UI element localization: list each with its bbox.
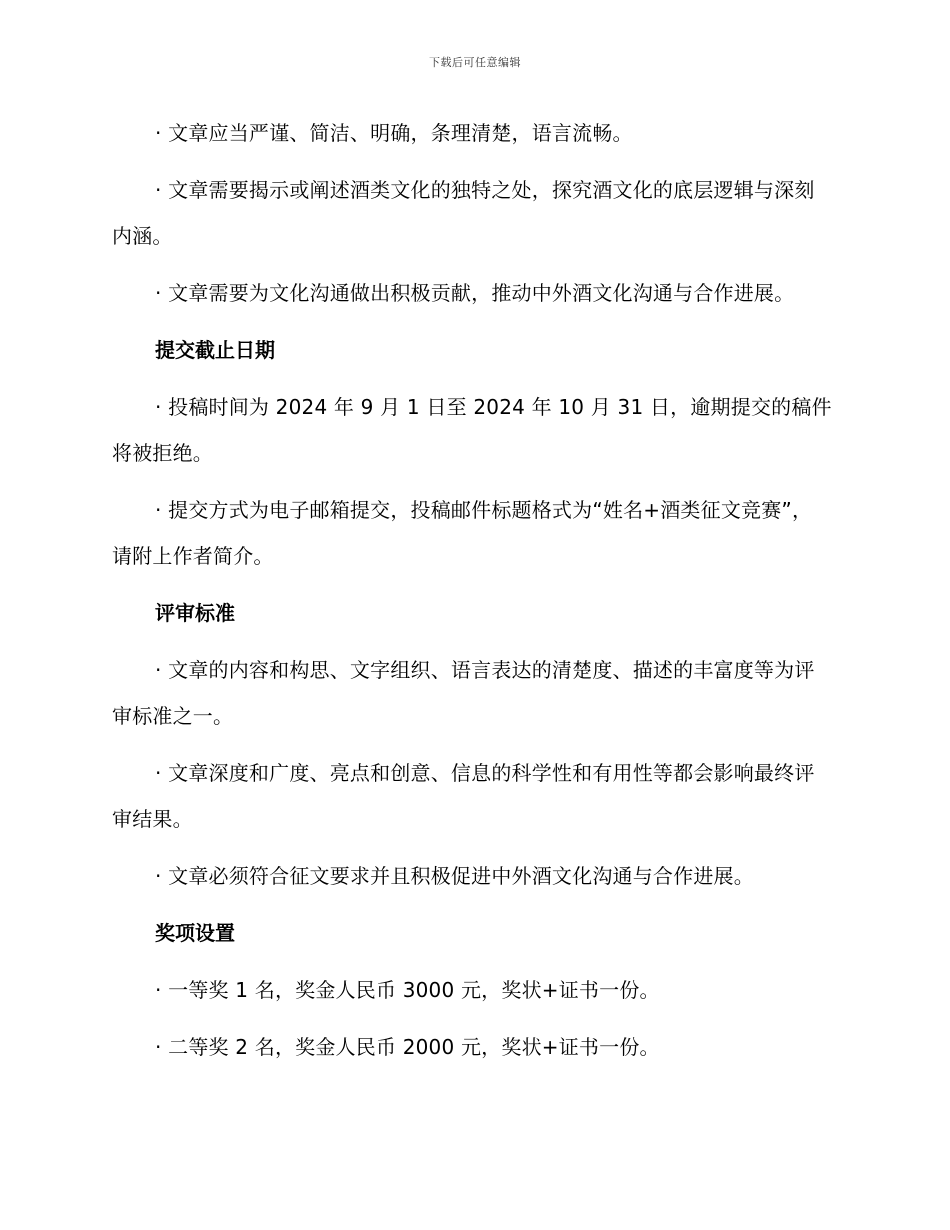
deadline-item: · 提交方式为电子邮箱提交，投稿邮件标题格式为“姓名+酒类征文竞赛”，请附上作者简介。 <box>112 498 813 568</box>
requirement-item: · 文章应当严谨、简洁、明确，条理清楚，语言流畅。 <box>155 121 633 145</box>
criteria-item: · 文章的内容和构思、文字组织、语言表达的清楚度、描述的丰富度等为评审标准之一。 <box>112 658 815 728</box>
requirement-item: · 文章需要为文化沟通做出积极贡献，推动中外酒文化沟通与合作进展。 <box>155 281 795 305</box>
requirement-item: · 文章需要揭示或阐述酒类文化的独特之处，探究酒文化的底层逻辑与深刻内涵。 <box>112 178 815 248</box>
award-item: · 二等奖 2 名，奖金人民币 2000 元，奖状+证书一份。 <box>155 1035 660 1059</box>
deadline-heading: 提交截止日期 <box>155 338 275 362</box>
criteria-item: · 文章深度和广度、亮点和创意、信息的科学性和有用性等都会影响最终评审结果。 <box>112 761 815 831</box>
criteria-heading: 评审标准 <box>155 601 235 625</box>
document-body <box>112 110 832 1070</box>
awards-heading: 奖项设置 <box>155 921 235 945</box>
page-header: 下载后可任意编辑 <box>429 56 521 69</box>
deadline-item: · 投稿时间为 2024 年 9 月 1 日至 2024 年 10 月 31 日，逾期提交的稿件将被拒绝。 <box>112 395 832 465</box>
award-item: · 一等奖 1 名，奖金人民币 3000 元，奖状+证书一份。 <box>155 978 660 1002</box>
criteria-item: · 文章必须符合征文要求并且积极促进中外酒文化沟通与合作进展。 <box>155 864 754 888</box>
